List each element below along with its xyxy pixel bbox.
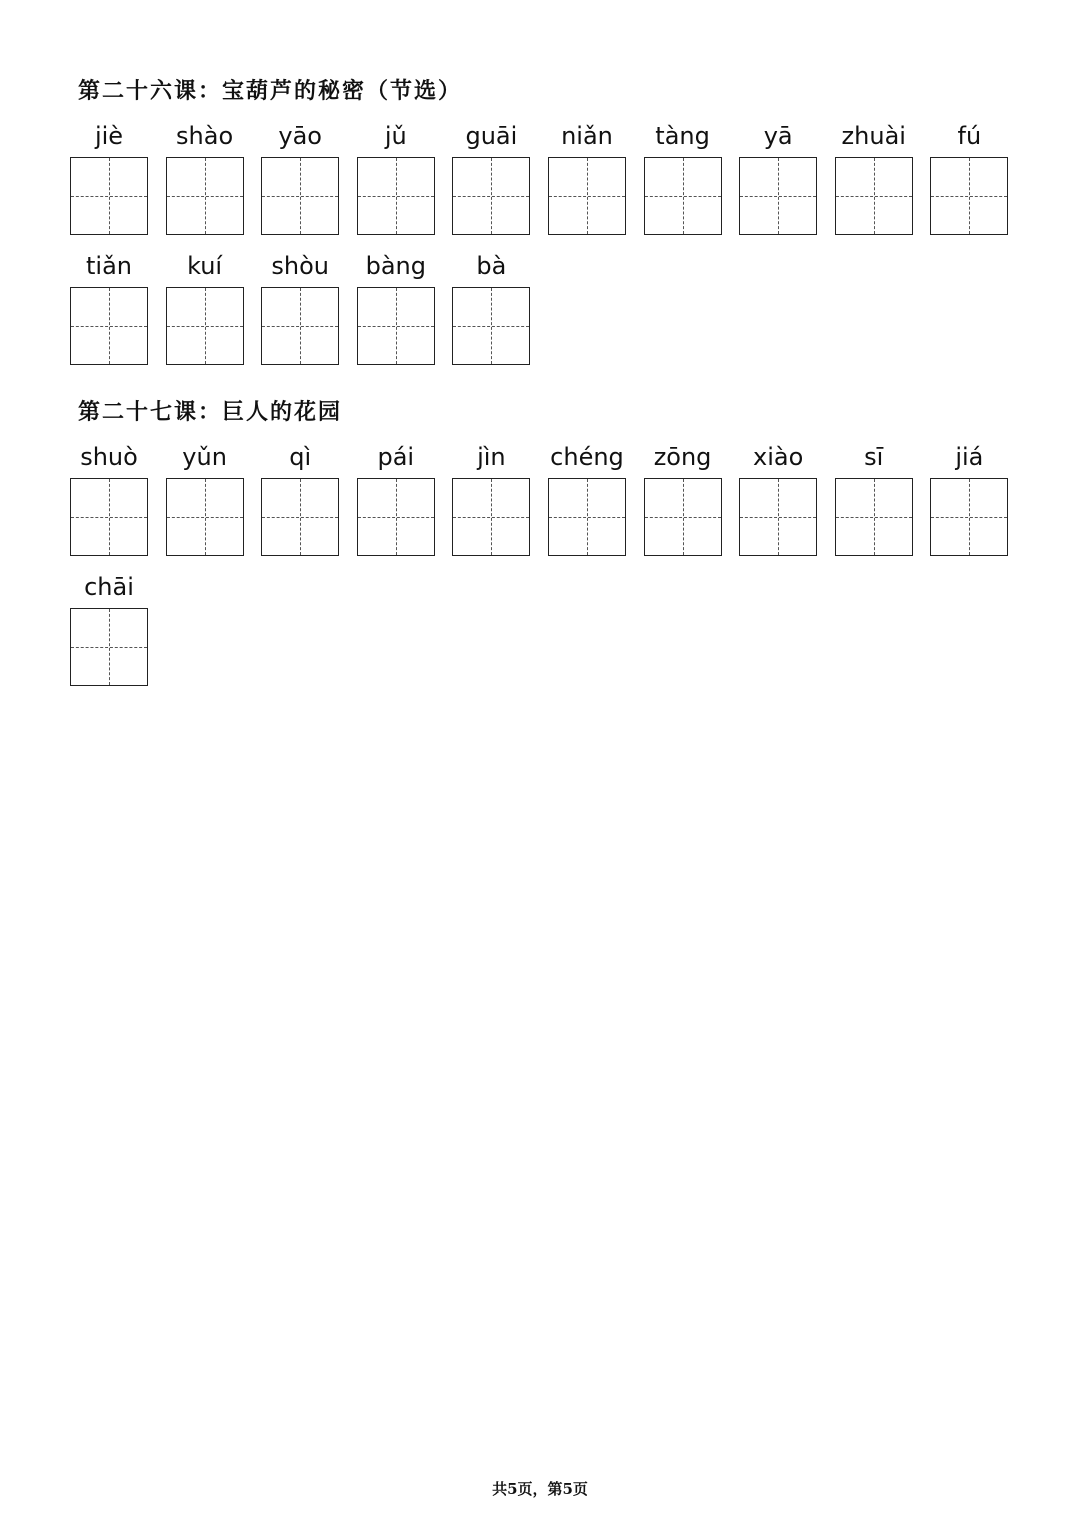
writing-cell — [70, 118, 148, 248]
pinyin-label: chāi — [84, 573, 134, 601]
tianzige-box[interactable] — [357, 157, 435, 235]
tianzige-box[interactable] — [70, 287, 148, 365]
pinyin-label: sī — [864, 443, 884, 471]
guide-line-horizontal — [453, 326, 529, 327]
pinyin-label: jiè — [94, 122, 124, 150]
guide-line-horizontal — [71, 326, 147, 327]
tianzige-box[interactable] — [261, 157, 339, 235]
tianzige-box[interactable] — [644, 157, 722, 235]
guide-line-horizontal — [931, 196, 1007, 197]
pinyin-label: yā — [763, 122, 793, 150]
pinyin-label: yǔn — [182, 443, 227, 471]
lesson-title: 第二十六课：宝葫芦的秘密（节选） — [78, 78, 463, 104]
tianzige-box[interactable] — [357, 478, 435, 556]
pinyin-label: kuí — [187, 252, 223, 280]
guide-line-horizontal — [262, 196, 338, 197]
pinyin-label: guāi — [465, 122, 518, 150]
lesson-title: 第二十七课：巨人的花园 — [78, 399, 343, 425]
writing-cell — [548, 439, 626, 569]
writing-cell — [930, 439, 1008, 569]
guide-line-horizontal — [931, 517, 1007, 518]
writing-cell — [261, 439, 339, 569]
guide-line-horizontal — [71, 517, 147, 518]
guide-line-horizontal — [549, 196, 625, 197]
guide-line-horizontal — [167, 196, 243, 197]
character-grid-lesson-27 — [70, 439, 1008, 699]
tianzige-box[interactable] — [166, 478, 244, 556]
writing-cell — [357, 118, 435, 248]
guide-line-horizontal — [358, 517, 434, 518]
guide-line-horizontal — [262, 326, 338, 327]
writing-cell — [261, 118, 339, 248]
guide-line-horizontal — [167, 326, 243, 327]
pinyin-label: zōng — [653, 443, 712, 471]
writing-cell — [166, 439, 244, 569]
writing-cell — [739, 439, 817, 569]
writing-cell — [835, 118, 913, 248]
tianzige-box[interactable] — [548, 478, 626, 556]
tianzige-box[interactable] — [644, 478, 722, 556]
pinyin-label: shòu — [271, 252, 329, 280]
guide-line-horizontal — [71, 647, 147, 648]
writing-cell — [70, 248, 148, 378]
tianzige-box[interactable] — [357, 287, 435, 365]
writing-cell — [644, 439, 722, 569]
writing-cell — [452, 439, 530, 569]
pinyin-label: qì — [289, 443, 312, 471]
guide-line-horizontal — [740, 517, 816, 518]
guide-line-horizontal — [358, 326, 434, 327]
guide-line-horizontal — [549, 517, 625, 518]
pinyin-label: yāo — [278, 122, 322, 150]
pinyin-label: jìn — [477, 443, 506, 471]
pinyin-label: shào — [176, 122, 234, 150]
pinyin-label: xiào — [753, 443, 804, 471]
tianzige-box[interactable] — [70, 478, 148, 556]
writing-cell — [70, 569, 148, 699]
writing-cell — [739, 118, 817, 248]
writing-cell — [930, 118, 1008, 248]
pinyin-label: chéng — [550, 443, 624, 471]
writing-cell — [644, 118, 722, 248]
tianzige-box[interactable] — [452, 478, 530, 556]
tianzige-box[interactable] — [166, 157, 244, 235]
tianzige-box[interactable] — [452, 157, 530, 235]
pinyin-label: tiǎn — [86, 252, 132, 280]
guide-line-horizontal — [358, 196, 434, 197]
writing-cell — [261, 248, 339, 378]
tianzige-box[interactable] — [452, 287, 530, 365]
guide-line-horizontal — [836, 517, 912, 518]
tianzige-box[interactable] — [930, 478, 1008, 556]
writing-cell — [166, 118, 244, 248]
writing-cell — [548, 118, 626, 248]
pinyin-label: fú — [957, 122, 982, 150]
writing-cell — [835, 439, 913, 569]
tianzige-box[interactable] — [166, 287, 244, 365]
pinyin-label: zhuài — [841, 122, 906, 150]
pinyin-label: shuò — [80, 443, 138, 471]
writing-cell — [357, 439, 435, 569]
guide-line-horizontal — [645, 517, 721, 518]
pinyin-label: pái — [377, 443, 415, 471]
pinyin-label: niǎn — [561, 122, 613, 150]
tianzige-box[interactable] — [739, 157, 817, 235]
tianzige-box[interactable] — [835, 478, 913, 556]
pinyin-label: jiá — [955, 443, 984, 471]
tianzige-box[interactable] — [70, 157, 148, 235]
guide-line-horizontal — [167, 517, 243, 518]
tianzige-box[interactable] — [835, 157, 913, 235]
pinyin-label: bàng — [365, 252, 426, 280]
tianzige-box[interactable] — [548, 157, 626, 235]
writing-cell — [166, 248, 244, 378]
tianzige-box[interactable] — [70, 608, 148, 686]
pinyin-label: bà — [476, 252, 507, 280]
guide-line-horizontal — [740, 196, 816, 197]
writing-cell — [70, 439, 148, 569]
character-grid-lesson-26 — [70, 118, 1008, 378]
pinyin-label: tàng — [655, 122, 710, 150]
guide-line-horizontal — [836, 196, 912, 197]
tianzige-box[interactable] — [261, 478, 339, 556]
tianzige-box[interactable] — [261, 287, 339, 365]
guide-line-horizontal — [71, 196, 147, 197]
tianzige-box[interactable] — [930, 157, 1008, 235]
writing-cell — [452, 118, 530, 248]
tianzige-box[interactable] — [739, 478, 817, 556]
writing-cell — [357, 248, 435, 378]
writing-cell — [452, 248, 530, 378]
pinyin-label: jǔ — [384, 122, 407, 150]
guide-line-horizontal — [453, 196, 529, 197]
guide-line-horizontal — [453, 517, 529, 518]
guide-line-horizontal — [645, 196, 721, 197]
page-footer: 共5页，第5页 — [492, 1480, 588, 1498]
guide-line-horizontal — [262, 517, 338, 518]
